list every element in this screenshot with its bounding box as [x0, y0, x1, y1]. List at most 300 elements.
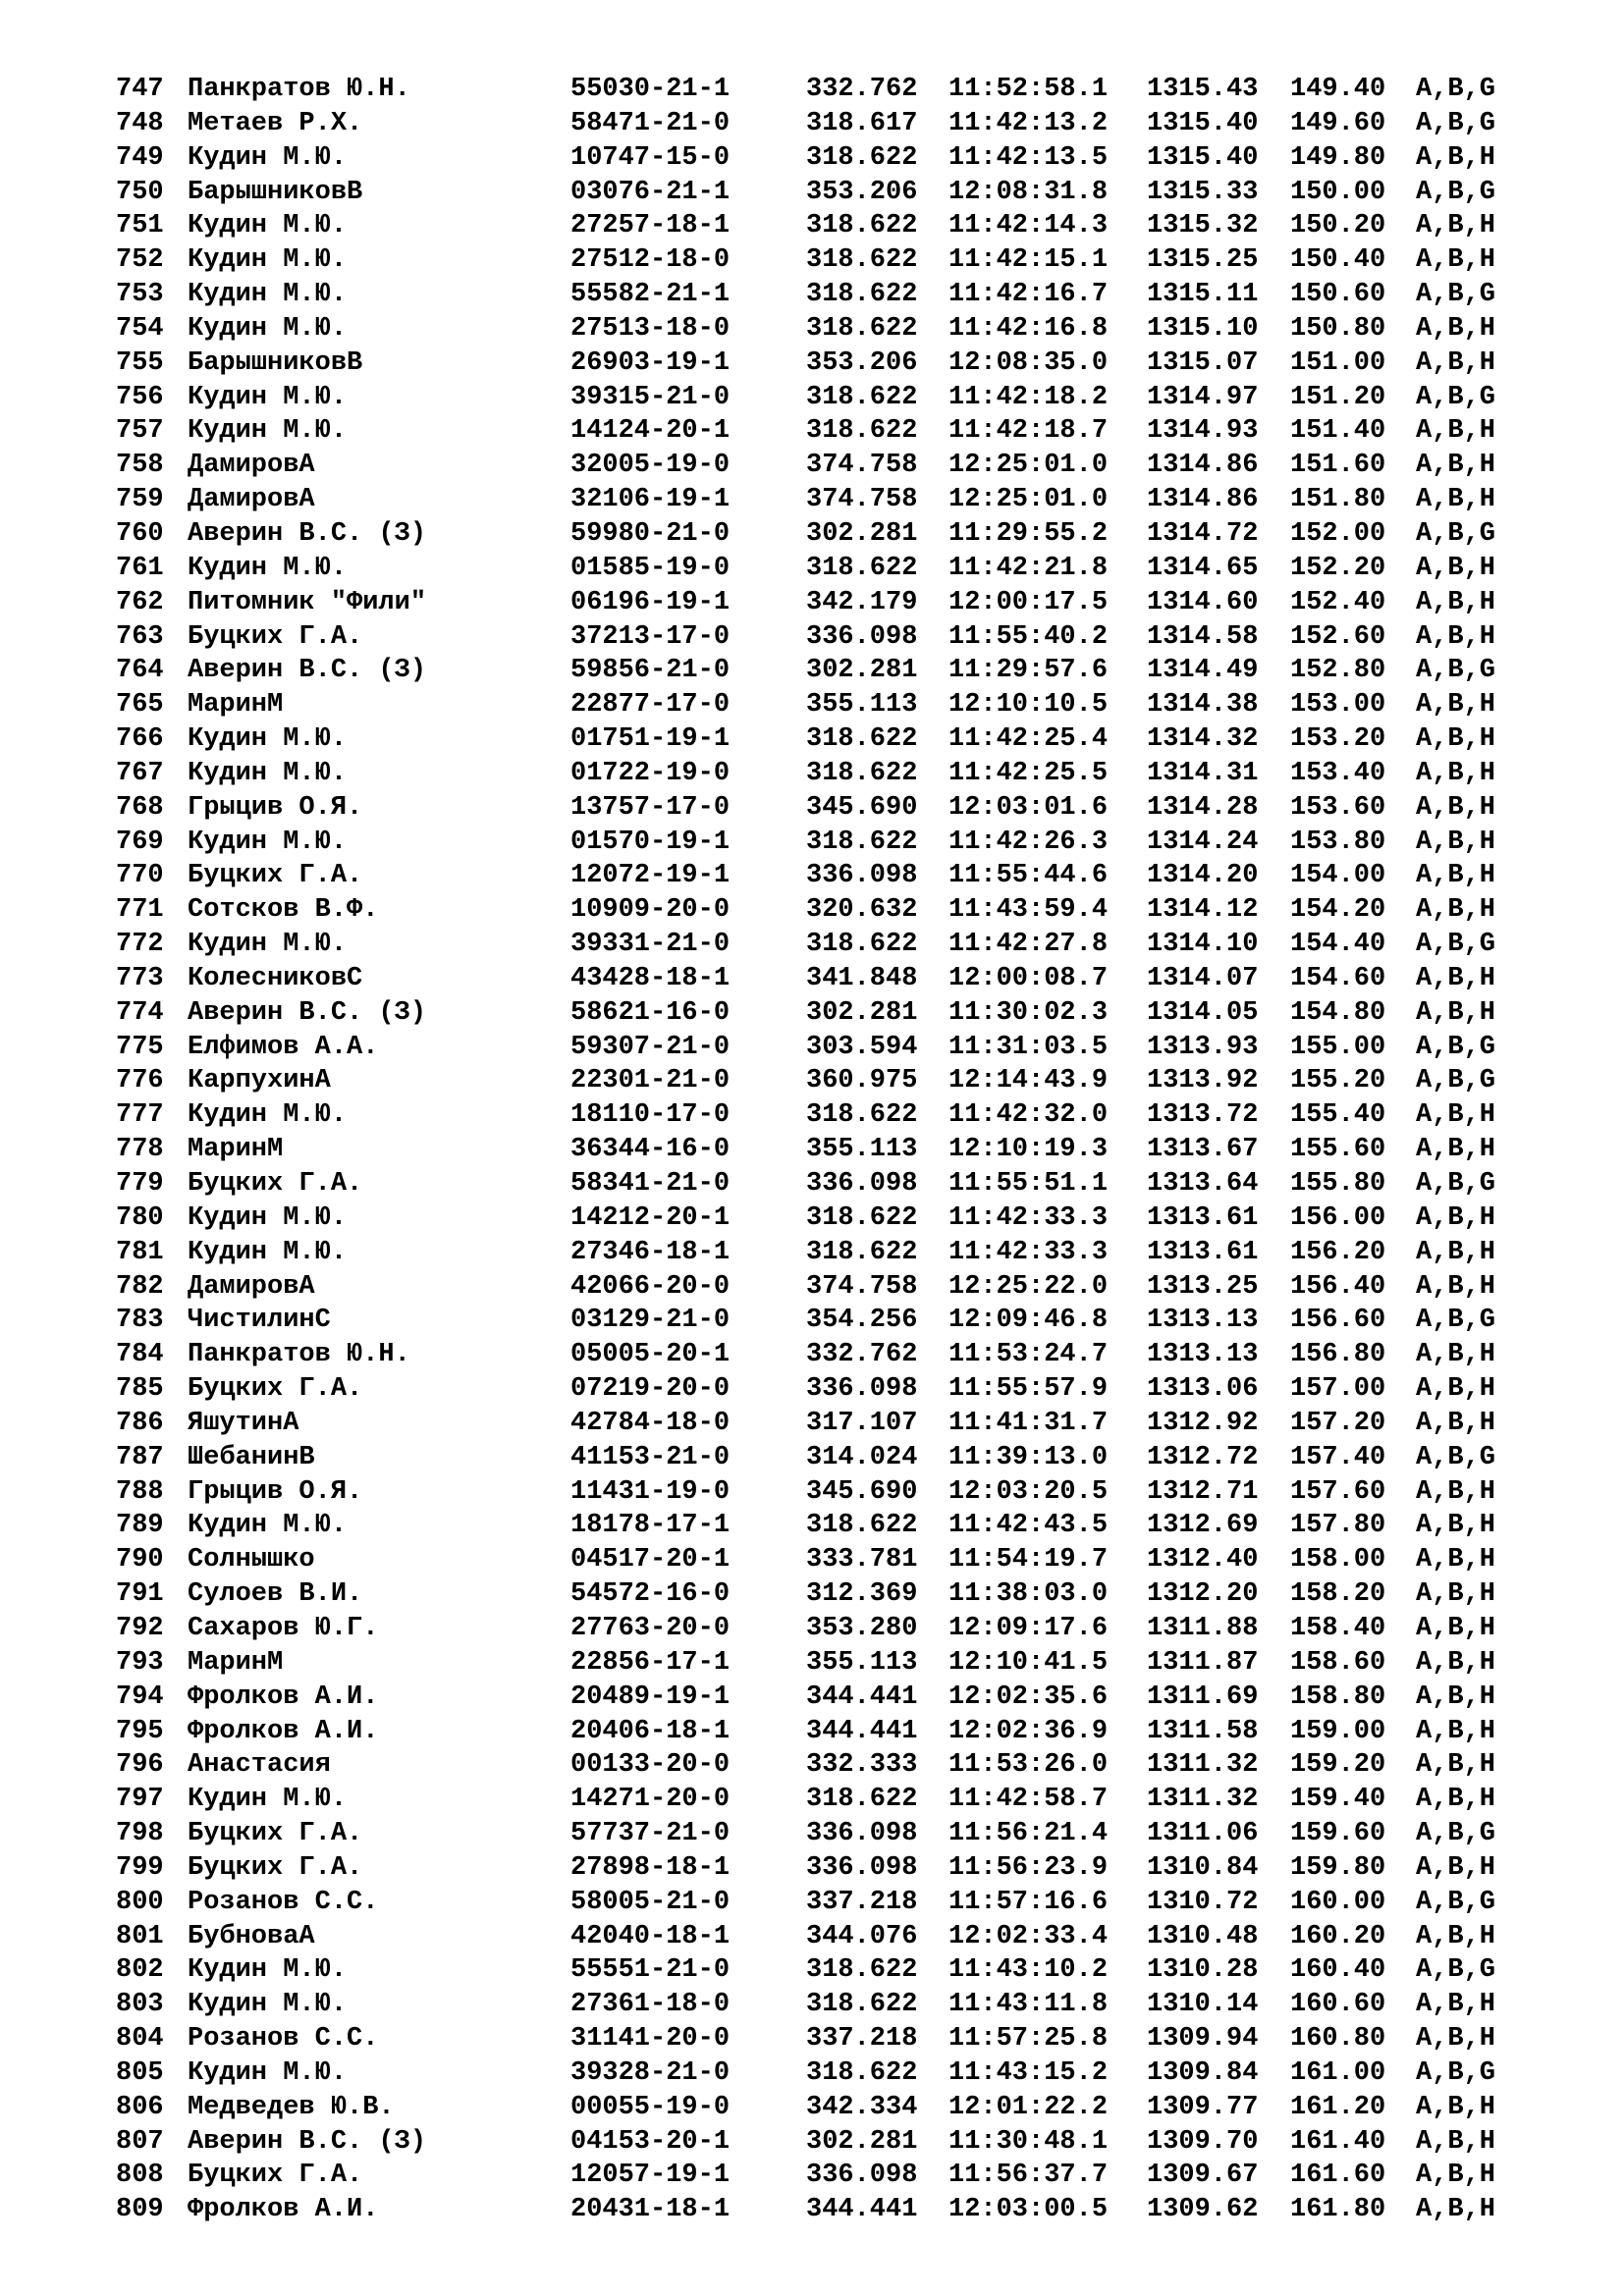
flags: A,B,G	[1416, 1955, 1496, 1986]
coefficient: 152.20	[1290, 553, 1386, 583]
flags: A,B,H	[1416, 211, 1496, 241]
arrival-time: 11:29:55.2	[948, 518, 1109, 549]
speed: 1311.69	[1147, 1682, 1259, 1712]
arrival-time: 12:10:10.5	[948, 690, 1109, 721]
speed: 1313.25	[1147, 1271, 1259, 1302]
distance: 336.098	[806, 2161, 918, 2191]
speed: 1314.93	[1147, 416, 1259, 447]
ring-number: 36344-16-0	[570, 1135, 731, 1165]
fancier-name: Кудин М.Ю.	[188, 2057, 348, 2088]
speed: 1312.69	[1147, 1511, 1259, 1541]
fancier-name: Панкратов Ю.Н.	[188, 75, 410, 104]
ring-number: 10747-15-0	[570, 142, 731, 173]
flags: A,B,G	[1416, 1306, 1496, 1336]
distance: 337.218	[806, 2024, 918, 2055]
distance: 318.622	[806, 382, 918, 412]
coefficient: 154.20	[1290, 895, 1386, 926]
speed: 1312.20	[1147, 1579, 1259, 1610]
place-number: 759	[116, 485, 164, 515]
place-number: 777	[116, 1100, 164, 1131]
flags: A,B,G	[1416, 1442, 1496, 1472]
flags: A,B,H	[1416, 1340, 1496, 1370]
speed: 1314.97	[1147, 382, 1259, 412]
ring-number: 04517-20-1	[570, 1545, 731, 1575]
distance: 318.622	[806, 142, 918, 173]
fancier-name: Буцких Г.А.	[188, 1852, 363, 1883]
coefficient: 150.80	[1290, 313, 1386, 344]
place-number: 770	[116, 861, 164, 891]
flags: A,B,G	[1416, 1032, 1496, 1062]
fancier-name: Кудин М.Ю.	[188, 758, 348, 788]
fancier-name: Розанов С.С.	[188, 2024, 379, 2055]
coefficient: 160.60	[1290, 1990, 1386, 2020]
arrival-time: 12:09:17.6	[948, 1613, 1109, 1643]
flags: A,B,H	[1416, 1408, 1496, 1438]
fancier-name: БарышниковВ	[188, 347, 363, 378]
coefficient: 156.20	[1290, 1237, 1386, 1267]
arrival-time: 11:42:33.3	[948, 1202, 1109, 1233]
place-number: 793	[116, 1647, 164, 1678]
place-number: 753	[116, 280, 164, 310]
arrival-time: 11:42:27.8	[948, 930, 1109, 960]
flags: A,B,H	[1416, 1682, 1496, 1712]
ring-number: 01570-19-1	[570, 827, 731, 857]
arrival-time: 11:56:23.9	[948, 1852, 1109, 1883]
ring-number: 13757-17-0	[570, 792, 731, 823]
arrival-time: 11:55:57.9	[948, 1374, 1109, 1405]
coefficient: 150.40	[1290, 245, 1386, 276]
speed: 1313.93	[1147, 1032, 1259, 1062]
place-number: 808	[116, 2161, 164, 2191]
ring-number: 07219-20-0	[570, 1374, 731, 1405]
place-number: 752	[116, 245, 164, 276]
arrival-time: 11:42:15.1	[948, 245, 1109, 276]
coefficient: 160.80	[1290, 2024, 1386, 2055]
speed: 1315.11	[1147, 280, 1259, 310]
distance: 320.632	[806, 895, 918, 926]
arrival-time: 12:25:01.0	[948, 485, 1109, 515]
ring-number: 39315-21-0	[570, 382, 731, 412]
ring-number: 20406-18-1	[570, 1716, 731, 1746]
ring-number: 55551-21-0	[570, 1955, 731, 1986]
coefficient: 151.40	[1290, 416, 1386, 447]
speed: 1309.84	[1147, 2057, 1259, 2088]
ring-number: 11431-19-0	[570, 1476, 731, 1507]
flags: A,B,G	[1416, 1887, 1496, 1917]
place-number: 785	[116, 1374, 164, 1405]
fancier-name: Анастасия	[188, 1750, 331, 1781]
ring-number: 58005-21-0	[570, 1887, 731, 1917]
coefficient: 160.20	[1290, 1921, 1386, 1951]
arrival-time: 12:02:35.6	[948, 1682, 1109, 1712]
place-number: 791	[116, 1579, 164, 1610]
ring-number: 43428-18-1	[570, 963, 731, 993]
speed: 1309.77	[1147, 2092, 1259, 2122]
coefficient: 156.40	[1290, 1271, 1386, 1302]
distance: 332.762	[806, 75, 918, 104]
place-number: 750	[116, 177, 164, 207]
distance: 318.622	[806, 553, 918, 583]
distance: 332.333	[806, 1750, 918, 1781]
flags: A,B,G	[1416, 1066, 1496, 1096]
place-number: 778	[116, 1135, 164, 1165]
coefficient: 149.80	[1290, 142, 1386, 173]
speed: 1310.72	[1147, 1887, 1259, 1917]
fancier-name: Кудин М.Ю.	[188, 724, 348, 755]
ring-number: 00055-19-0	[570, 2092, 731, 2122]
speed: 1312.40	[1147, 1545, 1259, 1575]
arrival-time: 11:43:11.8	[948, 1990, 1109, 2020]
distance: 318.622	[806, 245, 918, 276]
ring-number: 20431-18-1	[570, 2195, 731, 2225]
flags: A,B,H	[1416, 758, 1496, 788]
distance: 318.622	[806, 724, 918, 755]
arrival-time: 11:43:15.2	[948, 2057, 1109, 2088]
ring-number: 01722-19-0	[570, 758, 731, 788]
fancier-name: ЧистилинС	[188, 1306, 331, 1336]
flags: A,B,H	[1416, 347, 1496, 378]
fancier-name: БарышниковВ	[188, 177, 363, 207]
fancier-name: Кудин М.Ю.	[188, 142, 348, 173]
ring-number: 06196-19-1	[570, 587, 731, 617]
distance: 374.758	[806, 451, 918, 481]
coefficient: 150.20	[1290, 211, 1386, 241]
fancier-name: Кудин М.Ю.	[188, 1202, 348, 1233]
speed: 1314.07	[1147, 963, 1259, 993]
fancier-name: Буцких Г.А.	[188, 861, 363, 891]
coefficient: 158.20	[1290, 1579, 1386, 1610]
fancier-name: Кудин М.Ю.	[188, 245, 348, 276]
ring-number: 59856-21-0	[570, 656, 731, 686]
fancier-name: Аверин В.С. (З)	[188, 997, 427, 1028]
speed: 1314.72	[1147, 518, 1259, 549]
arrival-time: 11:42:21.8	[948, 553, 1109, 583]
arrival-time: 12:25:01.0	[948, 451, 1109, 481]
flags: A,B,H	[1416, 142, 1496, 173]
distance: 353.280	[806, 1613, 918, 1643]
speed: 1311.32	[1147, 1750, 1259, 1781]
place-number: 765	[116, 690, 164, 721]
ring-number: 42040-18-1	[570, 1921, 731, 1951]
distance: 318.622	[806, 2057, 918, 2088]
fancier-name: Аверин В.С. (З)	[188, 2126, 427, 2157]
speed: 1314.32	[1147, 724, 1259, 755]
coefficient: 153.00	[1290, 690, 1386, 721]
distance: 318.622	[806, 1990, 918, 2020]
flags: A,B,H	[1416, 245, 1496, 276]
arrival-time: 11:42:14.3	[948, 211, 1109, 241]
ring-number: 05005-20-1	[570, 1340, 731, 1370]
distance: 355.113	[806, 690, 918, 721]
coefficient: 161.20	[1290, 2092, 1386, 2122]
arrival-time: 12:03:20.5	[948, 1476, 1109, 1507]
flags: A,B,G	[1416, 518, 1496, 549]
place-number: 804	[116, 2024, 164, 2055]
coefficient: 152.40	[1290, 587, 1386, 617]
ring-number: 58471-21-0	[570, 108, 731, 138]
flags: A,B,G	[1416, 2057, 1496, 2088]
distance: 333.781	[806, 1545, 918, 1575]
coefficient: 155.60	[1290, 1135, 1386, 1165]
place-number: 767	[116, 758, 164, 788]
speed: 1314.65	[1147, 553, 1259, 583]
speed: 1309.70	[1147, 2126, 1259, 2157]
distance: 344.076	[806, 1921, 918, 1951]
arrival-time: 12:02:36.9	[948, 1716, 1109, 1746]
arrival-time: 12:08:31.8	[948, 177, 1109, 207]
distance: 344.441	[806, 1682, 918, 1712]
place-number: 794	[116, 1682, 164, 1712]
fancier-name: Кудин М.Ю.	[188, 1990, 348, 2020]
arrival-time: 11:31:03.5	[948, 1032, 1109, 1062]
flags: A,B,H	[1416, 1613, 1496, 1643]
distance: 355.113	[806, 1647, 918, 1678]
arrival-time: 11:30:02.3	[948, 997, 1109, 1028]
coefficient: 153.80	[1290, 827, 1386, 857]
ring-number: 22856-17-1	[570, 1647, 731, 1678]
fancier-name: Сахаров Ю.Г.	[188, 1613, 379, 1643]
coefficient: 155.00	[1290, 1032, 1386, 1062]
speed: 1314.49	[1147, 656, 1259, 686]
distance: 336.098	[806, 621, 918, 652]
arrival-time: 11:42:26.3	[948, 827, 1109, 857]
fancier-name: Кудин М.Ю.	[188, 211, 348, 241]
place-number: 769	[116, 827, 164, 857]
place-number: 789	[116, 1511, 164, 1541]
arrival-time: 12:09:46.8	[948, 1306, 1109, 1336]
speed: 1315.32	[1147, 211, 1259, 241]
fancier-name: Аверин В.С. (З)	[188, 518, 427, 549]
distance: 318.622	[806, 827, 918, 857]
flags: A,B,H	[1416, 1135, 1496, 1165]
fancier-name: Кудин М.Ю.	[188, 313, 348, 344]
arrival-time: 11:42:18.7	[948, 416, 1109, 447]
flags: A,B,H	[1416, 792, 1496, 823]
fancier-name: ДамировА	[188, 451, 315, 481]
distance: 360.975	[806, 1066, 918, 1096]
speed: 1311.87	[1147, 1647, 1259, 1678]
speed: 1311.06	[1147, 1819, 1259, 1849]
fancier-name: Грыцив О.Я.	[188, 792, 363, 823]
distance: 318.622	[806, 1202, 918, 1233]
place-number: 790	[116, 1545, 164, 1575]
arrival-time: 12:14:43.9	[948, 1066, 1109, 1096]
place-number: 774	[116, 997, 164, 1028]
place-number: 801	[116, 1921, 164, 1951]
speed: 1314.28	[1147, 792, 1259, 823]
place-number: 780	[116, 1202, 164, 1233]
arrival-time: 11:55:51.1	[948, 1169, 1109, 1199]
fancier-name: Кудин М.Ю.	[188, 1785, 348, 1815]
flags: A,B,H	[1416, 861, 1496, 891]
speed: 1310.84	[1147, 1852, 1259, 1883]
ring-number: 32005-19-0	[570, 451, 731, 481]
speed: 1314.86	[1147, 485, 1259, 515]
flags: A,B,G	[1416, 177, 1496, 207]
flags: A,B,G	[1416, 930, 1496, 960]
speed: 1313.72	[1147, 1100, 1259, 1131]
distance: 344.441	[806, 2195, 918, 2225]
flags: A,B,H	[1416, 1852, 1496, 1883]
flags: A,B,H	[1416, 416, 1496, 447]
distance: 336.098	[806, 1169, 918, 1199]
fancier-name: КолесниковС	[188, 963, 363, 993]
flags: A,B,H	[1416, 1476, 1496, 1507]
speed: 1312.71	[1147, 1476, 1259, 1507]
ring-number: 14212-20-1	[570, 1202, 731, 1233]
place-number: 797	[116, 1785, 164, 1815]
coefficient: 157.20	[1290, 1408, 1386, 1438]
distance: 374.758	[806, 1271, 918, 1302]
place-number: 757	[116, 416, 164, 447]
arrival-time: 11:53:26.0	[948, 1750, 1109, 1781]
ring-number: 22877-17-0	[570, 690, 731, 721]
coefficient: 153.40	[1290, 758, 1386, 788]
ring-number: 55582-21-1	[570, 280, 731, 310]
speed: 1314.12	[1147, 895, 1259, 926]
ring-number: 26903-19-1	[570, 347, 731, 378]
place-number: 795	[116, 1716, 164, 1746]
flags: A,B,G	[1416, 656, 1496, 686]
fancier-name: Фролков А.И.	[188, 2195, 379, 2225]
place-number: 799	[116, 1852, 164, 1883]
speed: 1313.13	[1147, 1306, 1259, 1336]
speed: 1314.05	[1147, 997, 1259, 1028]
speed: 1310.28	[1147, 1955, 1259, 1986]
flags: A,B,H	[1416, 1647, 1496, 1678]
speed: 1314.24	[1147, 827, 1259, 857]
place-number: 747	[116, 75, 164, 104]
ring-number: 27512-18-0	[570, 245, 731, 276]
fancier-name: МаринМ	[188, 1647, 284, 1678]
place-number: 784	[116, 1340, 164, 1370]
distance: 318.622	[806, 1511, 918, 1541]
fancier-name: Солнышко	[188, 1545, 315, 1575]
speed: 1313.92	[1147, 1066, 1259, 1096]
arrival-time: 11:42:13.2	[948, 108, 1109, 138]
arrival-time: 11:38:03.0	[948, 1579, 1109, 1610]
coefficient: 158.80	[1290, 1682, 1386, 1712]
flags: A,B,G	[1416, 280, 1496, 310]
fancier-name: Аверин В.С. (З)	[188, 656, 427, 686]
speed: 1312.92	[1147, 1408, 1259, 1438]
coefficient: 161.00	[1290, 2057, 1386, 2088]
coefficient: 160.00	[1290, 1887, 1386, 1917]
arrival-time: 11:42:33.3	[948, 1237, 1109, 1267]
coefficient: 150.00	[1290, 177, 1386, 207]
ring-number: 18178-17-1	[570, 1511, 731, 1541]
distance: 318.622	[806, 1237, 918, 1267]
coefficient: 153.60	[1290, 792, 1386, 823]
distance: 302.281	[806, 518, 918, 549]
fancier-name: Сулоев В.И.	[188, 1579, 363, 1610]
coefficient: 154.60	[1290, 963, 1386, 993]
distance: 345.690	[806, 792, 918, 823]
fancier-name: Питомник "Фили"	[188, 587, 427, 617]
coefficient: 149.60	[1290, 108, 1386, 138]
flags: A,B,H	[1416, 1716, 1496, 1746]
arrival-time: 12:10:41.5	[948, 1647, 1109, 1678]
distance: 342.334	[806, 2092, 918, 2122]
speed: 1310.14	[1147, 1990, 1259, 2020]
place-number: 771	[116, 895, 164, 926]
place-number: 807	[116, 2126, 164, 2157]
fancier-name: Кудин М.Ю.	[188, 930, 348, 960]
fancier-name: ШебанинВ	[188, 1442, 315, 1472]
fancier-name: Сотсков В.Ф.	[188, 895, 379, 926]
distance: 353.206	[806, 177, 918, 207]
fancier-name: Кудин М.Ю.	[188, 553, 348, 583]
fancier-name: Кудин М.Ю.	[188, 1237, 348, 1267]
arrival-time: 11:42:43.5	[948, 1511, 1109, 1541]
flags: A,B,H	[1416, 963, 1496, 993]
speed: 1309.94	[1147, 2024, 1259, 2055]
speed: 1315.40	[1147, 142, 1259, 173]
speed: 1315.25	[1147, 245, 1259, 276]
distance: 302.281	[806, 997, 918, 1028]
flags: A,B,H	[1416, 1511, 1496, 1541]
fancier-name: БубноваА	[188, 1921, 315, 1951]
ring-number: 22301-21-0	[570, 1066, 731, 1096]
distance: 354.256	[806, 1306, 918, 1336]
ring-number: 41153-21-0	[570, 1442, 731, 1472]
arrival-time: 11:42:13.5	[948, 142, 1109, 173]
speed: 1314.10	[1147, 930, 1259, 960]
distance: 318.617	[806, 108, 918, 138]
coefficient: 157.80	[1290, 1511, 1386, 1541]
flags: A,B,G	[1416, 1819, 1496, 1849]
ring-number: 59980-21-0	[570, 518, 731, 549]
place-number: 788	[116, 1476, 164, 1507]
flags: A,B,H	[1416, 827, 1496, 857]
distance: 314.024	[806, 1442, 918, 1472]
place-number: 775	[116, 1032, 164, 1062]
speed: 1313.67	[1147, 1135, 1259, 1165]
coefficient: 152.00	[1290, 518, 1386, 549]
fancier-name: Кудин М.Ю.	[188, 1100, 348, 1131]
place-number: 792	[116, 1613, 164, 1643]
distance: 318.622	[806, 416, 918, 447]
fancier-name: КарпухинА	[188, 1066, 331, 1096]
arrival-time: 12:03:01.6	[948, 792, 1109, 823]
flags: A,B,H	[1416, 1202, 1496, 1233]
distance: 336.098	[806, 1819, 918, 1849]
speed: 1313.61	[1147, 1202, 1259, 1233]
speed: 1314.31	[1147, 758, 1259, 788]
flags: A,B,G	[1416, 108, 1496, 138]
coefficient: 156.00	[1290, 1202, 1386, 1233]
ring-number: 42066-20-0	[570, 1271, 731, 1302]
fancier-name: Буцких Г.А.	[188, 1819, 363, 1849]
speed: 1314.38	[1147, 690, 1259, 721]
speed: 1315.43	[1147, 75, 1259, 104]
coefficient: 154.00	[1290, 861, 1386, 891]
speed: 1309.67	[1147, 2161, 1259, 2191]
flags: A,B,H	[1416, 587, 1496, 617]
place-number: 805	[116, 2057, 164, 2088]
coefficient: 151.80	[1290, 485, 1386, 515]
arrival-time: 12:02:33.4	[948, 1921, 1109, 1951]
place-number: 766	[116, 724, 164, 755]
speed: 1315.40	[1147, 108, 1259, 138]
arrival-time: 11:42:18.2	[948, 382, 1109, 412]
coefficient: 159.60	[1290, 1819, 1386, 1849]
distance: 342.179	[806, 587, 918, 617]
speed: 1314.86	[1147, 451, 1259, 481]
place-number: 773	[116, 963, 164, 993]
place-number: 751	[116, 211, 164, 241]
flags: A,B,H	[1416, 621, 1496, 652]
